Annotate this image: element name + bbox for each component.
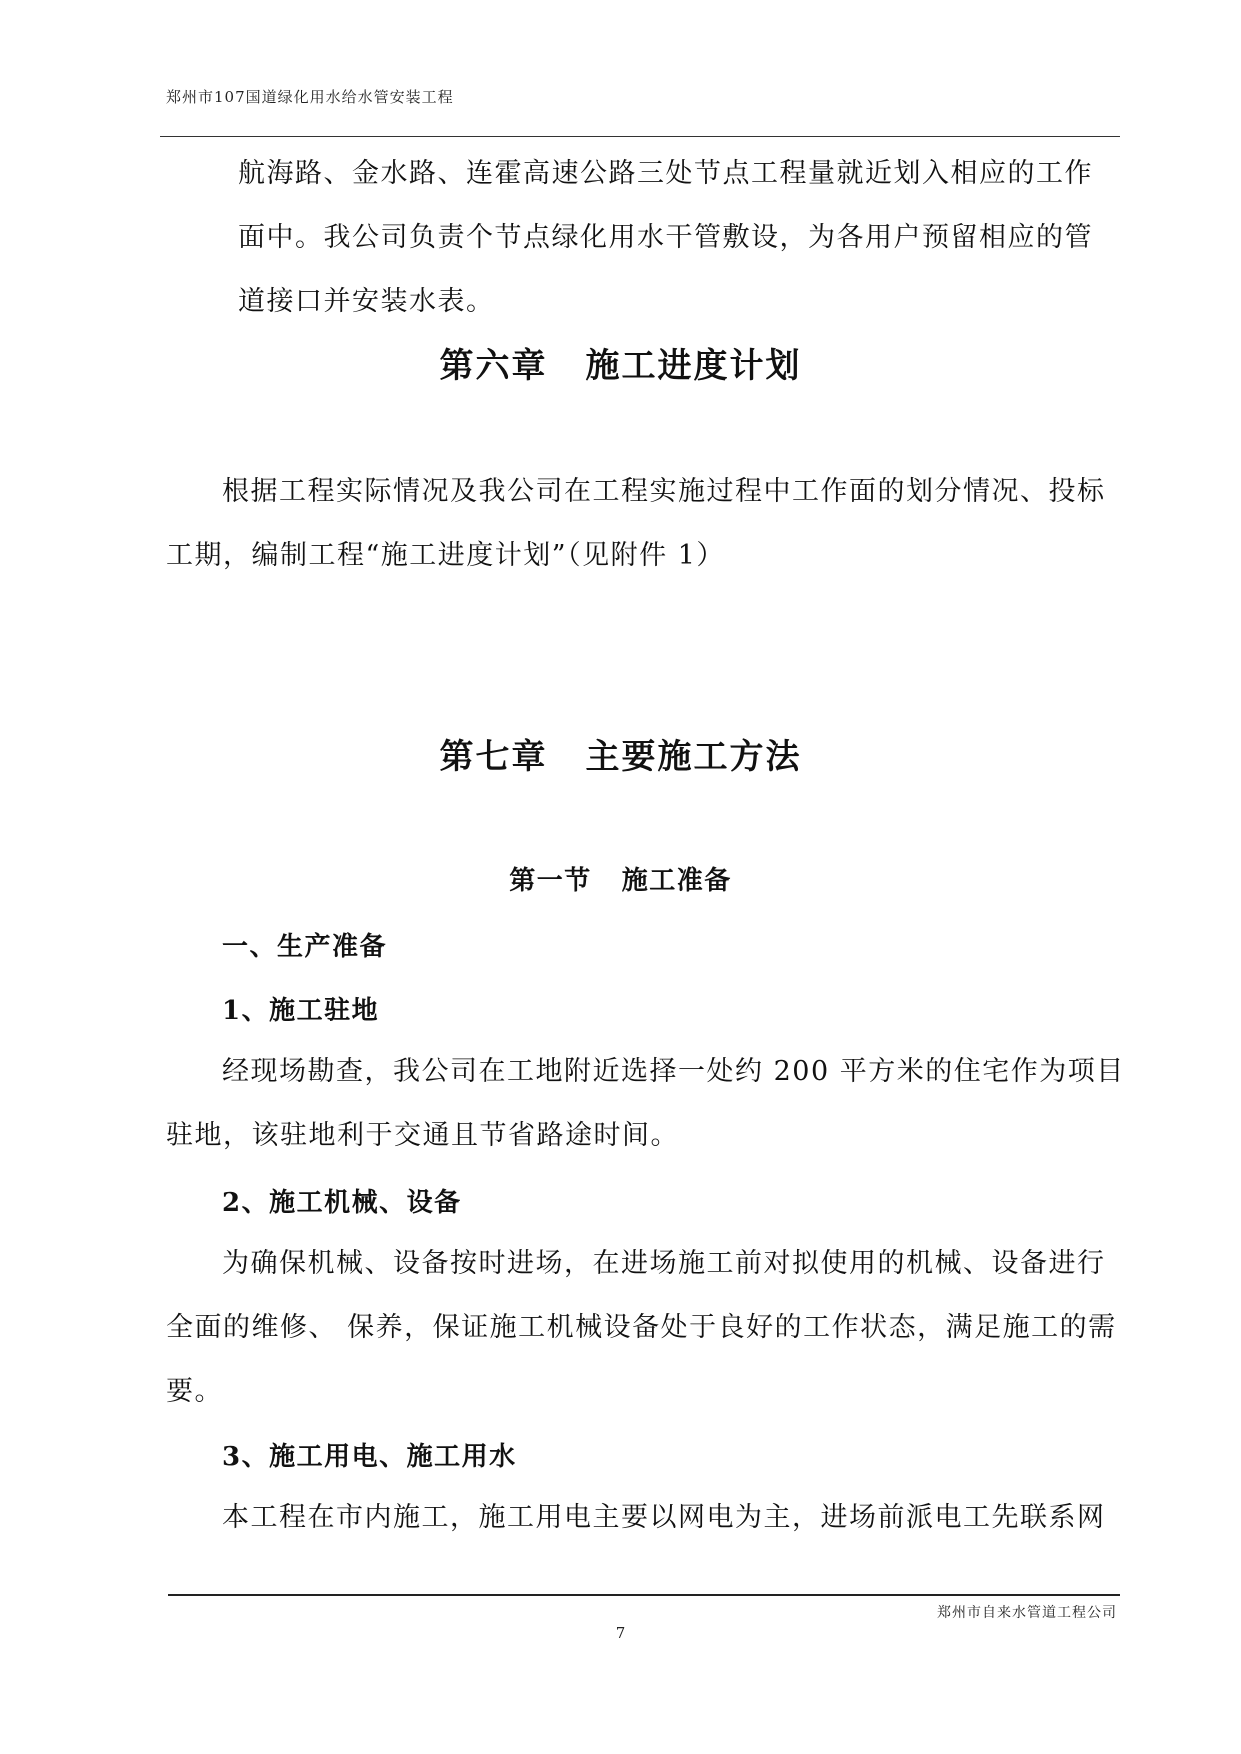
chapter-6-number: 第六章	[439, 346, 548, 386]
intro-line-2: 面中。我公司负责个节点绿化用水干管敷设，为各用户预留相应的管	[238, 222, 1093, 253]
section-1-number: 第一节	[509, 866, 592, 896]
chapter-7-heading	[0, 729, 1241, 778]
item-1-paragraph	[166, 1040, 1125, 1168]
chapter-7-number: 第七章	[439, 737, 548, 777]
item-2-line-3: 要。	[166, 1376, 223, 1407]
intro-paragraph	[238, 142, 1093, 334]
page-number: 7	[615, 1624, 626, 1642]
footer-company: 郑州市自来水管道工程公司	[937, 1605, 1117, 1621]
item-2-line-1: 为确保机械、设备按时进场，在进场施工前对拟使用的机械、设备进行	[222, 1248, 1106, 1279]
chapter-7-title: 主要施工方法	[585, 737, 802, 777]
heading-item-3: 3、施工用电、施工用水	[222, 1442, 517, 1472]
chapter-6-heading	[0, 338, 1241, 387]
header-title: 郑州市107国道绿化用水给水管安装工程	[166, 88, 454, 106]
section-1-title: 施工准备	[621, 866, 732, 896]
chapter-6-paragraph	[166, 460, 1106, 588]
footer-divider	[168, 1594, 1120, 1596]
item-2-line-2: 全面的维修、 保养，保证施工机械设备处于良好的工作状态，满足施工的需	[166, 1312, 1117, 1343]
item-1-line-1: 经现场勘查，我公司在工地附近选择一处约 200 平方米的住宅作为项目	[222, 1056, 1125, 1087]
section-1-heading	[0, 860, 1241, 897]
item-3-line-1: 本工程在市内施工，施工用电主要以网电为主，进场前派电工先联系网	[222, 1502, 1106, 1533]
heading-item-1: 1、施工驻地	[222, 996, 380, 1026]
intro-line-3: 道接口并安装水表。	[238, 286, 495, 317]
item-1-line-2: 驻地，该驻地利于交通且节省路途时间。	[166, 1120, 679, 1151]
heading-item-2: 2、施工机械、设备	[222, 1188, 462, 1218]
heading-production-prep: 一、生产准备	[222, 932, 388, 962]
chapter-6-title: 施工进度计划	[585, 346, 802, 386]
chapter-6-line-1: 根据工程实际情况及我公司在工程实施过程中工作面的划分情况、投标	[222, 476, 1106, 507]
item-3-paragraph	[166, 1486, 1106, 1550]
intro-line-1: 航海路、金水路、连霍高速公路三处节点工程量就近划入相应的工作	[238, 158, 1093, 189]
chapter-6-line-2: 工期，编制工程“施工进度计划”（见附件 1）	[166, 540, 725, 571]
header-divider	[160, 136, 1120, 137]
item-2-paragraph	[166, 1232, 1117, 1424]
